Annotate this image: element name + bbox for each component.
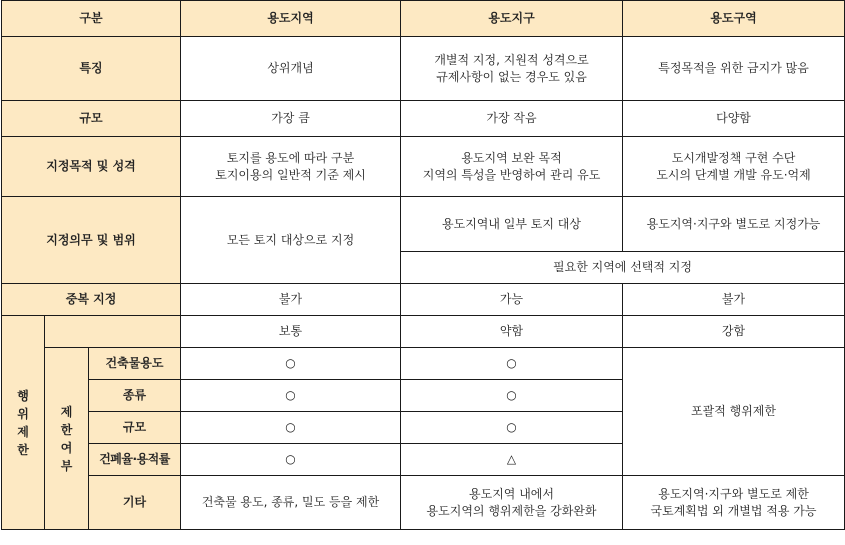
obligation-row xyxy=(2,197,845,252)
strength-district: 보통 xyxy=(181,316,401,348)
overlap-row xyxy=(2,284,845,316)
header-category: 구분 xyxy=(2,1,181,37)
strength-zone: 강함 xyxy=(623,316,845,348)
scale-row xyxy=(2,101,845,137)
obligation-zone: 용도지역·지구와 별도로 지정가능 xyxy=(623,197,845,252)
purpose-area: 용도지역 보완 목적 지역의 특성을 반영하여 관리 유도 xyxy=(401,137,623,197)
row-label-overlap: 중복 지정 xyxy=(2,284,181,316)
overlap-district: 불가 xyxy=(181,284,401,316)
row-label-purpose: 지정목적 및 성격 xyxy=(2,137,181,197)
restriction-item-row xyxy=(2,348,845,380)
type-district: ○ xyxy=(181,380,401,412)
obligation-area: 용도지역내 일부 토지 대상 xyxy=(401,197,623,252)
features-zone: 특정목적을 위한 금지가 많음 xyxy=(623,37,845,101)
coverage-ratio-area: △ xyxy=(401,444,623,476)
size-district: ○ xyxy=(181,412,401,444)
restriction-strength-label xyxy=(45,316,181,348)
scale-district: 가장 큼 xyxy=(181,101,401,137)
obligation-selective: 필요한 지역에 선택적 지정 xyxy=(401,252,845,284)
item-label-other: 기타 xyxy=(89,476,181,530)
restriction-sub-label: 제 한 여 부 xyxy=(45,348,89,530)
building-use-area: ○ xyxy=(401,348,623,380)
header-zoning-zone: 용도구역 xyxy=(623,1,845,37)
header-zoning-area: 용도지구 xyxy=(401,1,623,37)
purpose-zone: 도시개발정책 구현 수단 도시의 단계별 개발 유도·억제 xyxy=(623,137,845,197)
item-label-coverage-ratio: 건폐율·용적률 xyxy=(89,444,181,476)
features-row xyxy=(2,37,845,101)
header-zoning-district: 용도지역 xyxy=(181,1,401,37)
features-district: 상위개념 xyxy=(181,37,401,101)
row-label-scale: 규모 xyxy=(2,101,181,137)
scale-zone: 다양함 xyxy=(623,101,845,137)
other-district: 건축물 용도, 종류, 밀도 등을 제한 xyxy=(181,476,401,530)
features-area: 개별적 지정, 지원적 성격으로 규제사항이 없는 경우도 있음 xyxy=(401,37,623,101)
obligation-district: 모든 토지 대상으로 지정 xyxy=(181,197,401,284)
size-area: ○ xyxy=(401,412,623,444)
row-label-obligation: 지정의무 및 범위 xyxy=(2,197,181,284)
comprehensive-restriction: 포괄적 행위제한 xyxy=(623,348,845,476)
coverage-ratio-district: ○ xyxy=(181,444,401,476)
scale-area: 가장 작음 xyxy=(401,101,623,137)
type-area: ○ xyxy=(401,380,623,412)
other-zone: 용도지역·지구와 별도로 제한 국토계획법 외 개별법 적용 가능 xyxy=(623,476,845,530)
purpose-row xyxy=(2,137,845,197)
zoning-comparison-table xyxy=(1,0,845,530)
item-label-size: 규모 xyxy=(89,412,181,444)
strength-area: 약함 xyxy=(401,316,623,348)
other-area: 용도지역 내에서 용도지역의 행위제한을 강화완화 xyxy=(401,476,623,530)
row-label-features: 특징 xyxy=(2,37,181,101)
building-use-district: ○ xyxy=(181,348,401,380)
header-row xyxy=(2,1,845,37)
restriction-group-label: 행 위 제 한 xyxy=(2,316,45,530)
overlap-area: 가능 xyxy=(401,284,623,316)
restriction-other-row xyxy=(2,476,845,530)
item-label-type: 종류 xyxy=(89,380,181,412)
item-label-building-use: 건축물용도 xyxy=(89,348,181,380)
overlap-zone: 불가 xyxy=(623,284,845,316)
restriction-strength-row xyxy=(2,316,845,348)
purpose-district: 토지를 용도에 따라 구분 토지이용의 일반적 기준 제시 xyxy=(181,137,401,197)
